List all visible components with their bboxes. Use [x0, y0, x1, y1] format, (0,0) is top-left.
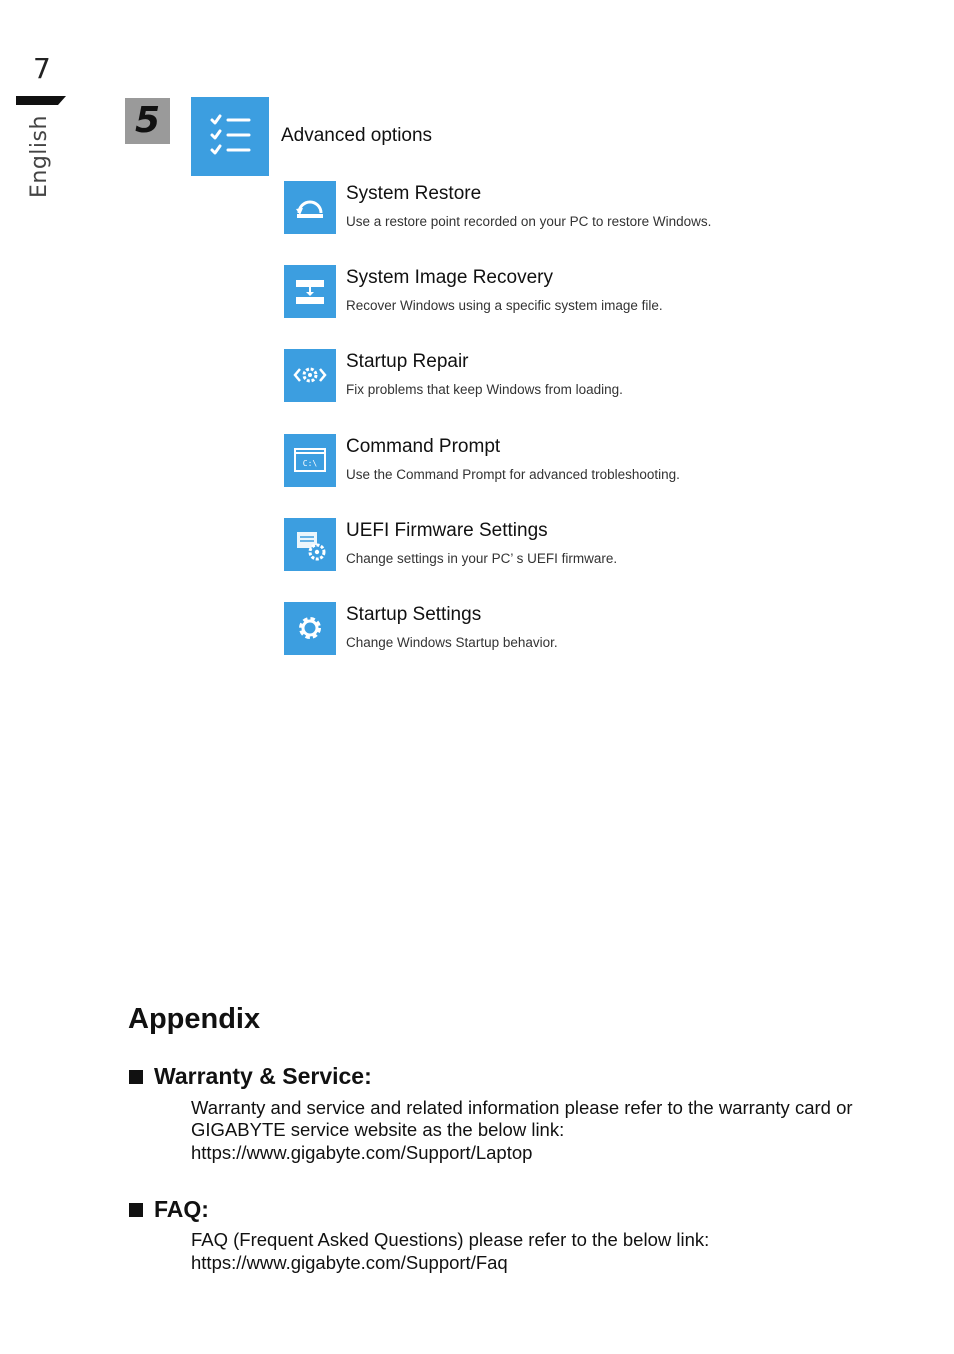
checklist-icon — [191, 97, 269, 176]
repair-icon — [284, 349, 336, 402]
image-recovery-icon — [284, 265, 336, 318]
firmware-settings-icon — [284, 518, 336, 571]
option-tile — [284, 518, 336, 571]
command-prompt-icon — [284, 434, 336, 487]
option-tile — [284, 181, 336, 234]
option-tile — [284, 434, 336, 487]
gear-icon — [284, 602, 336, 655]
option-title: UEFI Firmware Settings — [346, 520, 548, 541]
advanced-options-tile — [191, 97, 269, 176]
square-bullet-icon — [129, 1203, 143, 1217]
appendix-heading: Appendix — [128, 1003, 261, 1035]
step-number-badge: 5 — [125, 98, 170, 144]
option-startup-settings — [284, 602, 904, 658]
language-label: English — [27, 115, 52, 198]
page-marker-tip — [58, 96, 66, 105]
page-marker-bar — [16, 96, 58, 105]
option-tile — [284, 602, 336, 655]
option-system-restore — [284, 181, 904, 237]
option-tile — [284, 265, 336, 318]
option-description: Use a restore point recorded on your PC to restore Windows. — [346, 214, 712, 229]
square-bullet-icon — [129, 1070, 143, 1084]
warranty-text-line: GIGABYTE service website as the below link: — [191, 1119, 565, 1140]
option-tile — [284, 349, 336, 402]
restore-icon — [284, 181, 336, 234]
warranty-text-line: Warranty and service and related information please refer to the warranty card or — [191, 1097, 853, 1118]
option-description: Use the Command Prompt for advanced trobleshooting. — [346, 467, 680, 482]
warranty-heading: Warranty & Service: — [154, 1063, 372, 1089]
option-title: Command Prompt — [346, 436, 501, 457]
option-title: Startup Settings — [346, 604, 482, 625]
faq-link[interactable]: https://www.gigabyte.com/Support/Faq — [191, 1252, 508, 1273]
option-uefi-firmware-settings — [284, 518, 904, 574]
option-title: Startup Repair — [346, 351, 469, 372]
option-description: Fix problems that keep Windows from loading. — [346, 382, 623, 397]
option-description: Change Windows Startup behavior. — [346, 635, 558, 650]
option-description: Change settings in your PC’ s UEFI firmware. — [346, 551, 618, 566]
warranty-link[interactable]: https://www.gigabyte.com/Support/Laptop — [191, 1142, 533, 1163]
faq-text-line: FAQ (Frequent Asked Questions) please refer to the below link: — [191, 1229, 710, 1250]
option-system-image-recovery — [284, 265, 904, 321]
option-title: System Restore — [346, 183, 482, 204]
faq-heading: FAQ: — [154, 1196, 209, 1222]
advanced-options-title: Advanced options — [281, 125, 433, 146]
option-command-prompt — [284, 434, 904, 490]
option-title: System Image Recovery — [346, 267, 553, 288]
option-description: Recover Windows using a specific system image file. — [346, 298, 663, 313]
option-startup-repair — [284, 349, 904, 405]
page-number: 7 — [33, 52, 51, 85]
svg-text:C:\: C:\ — [302, 459, 318, 468]
